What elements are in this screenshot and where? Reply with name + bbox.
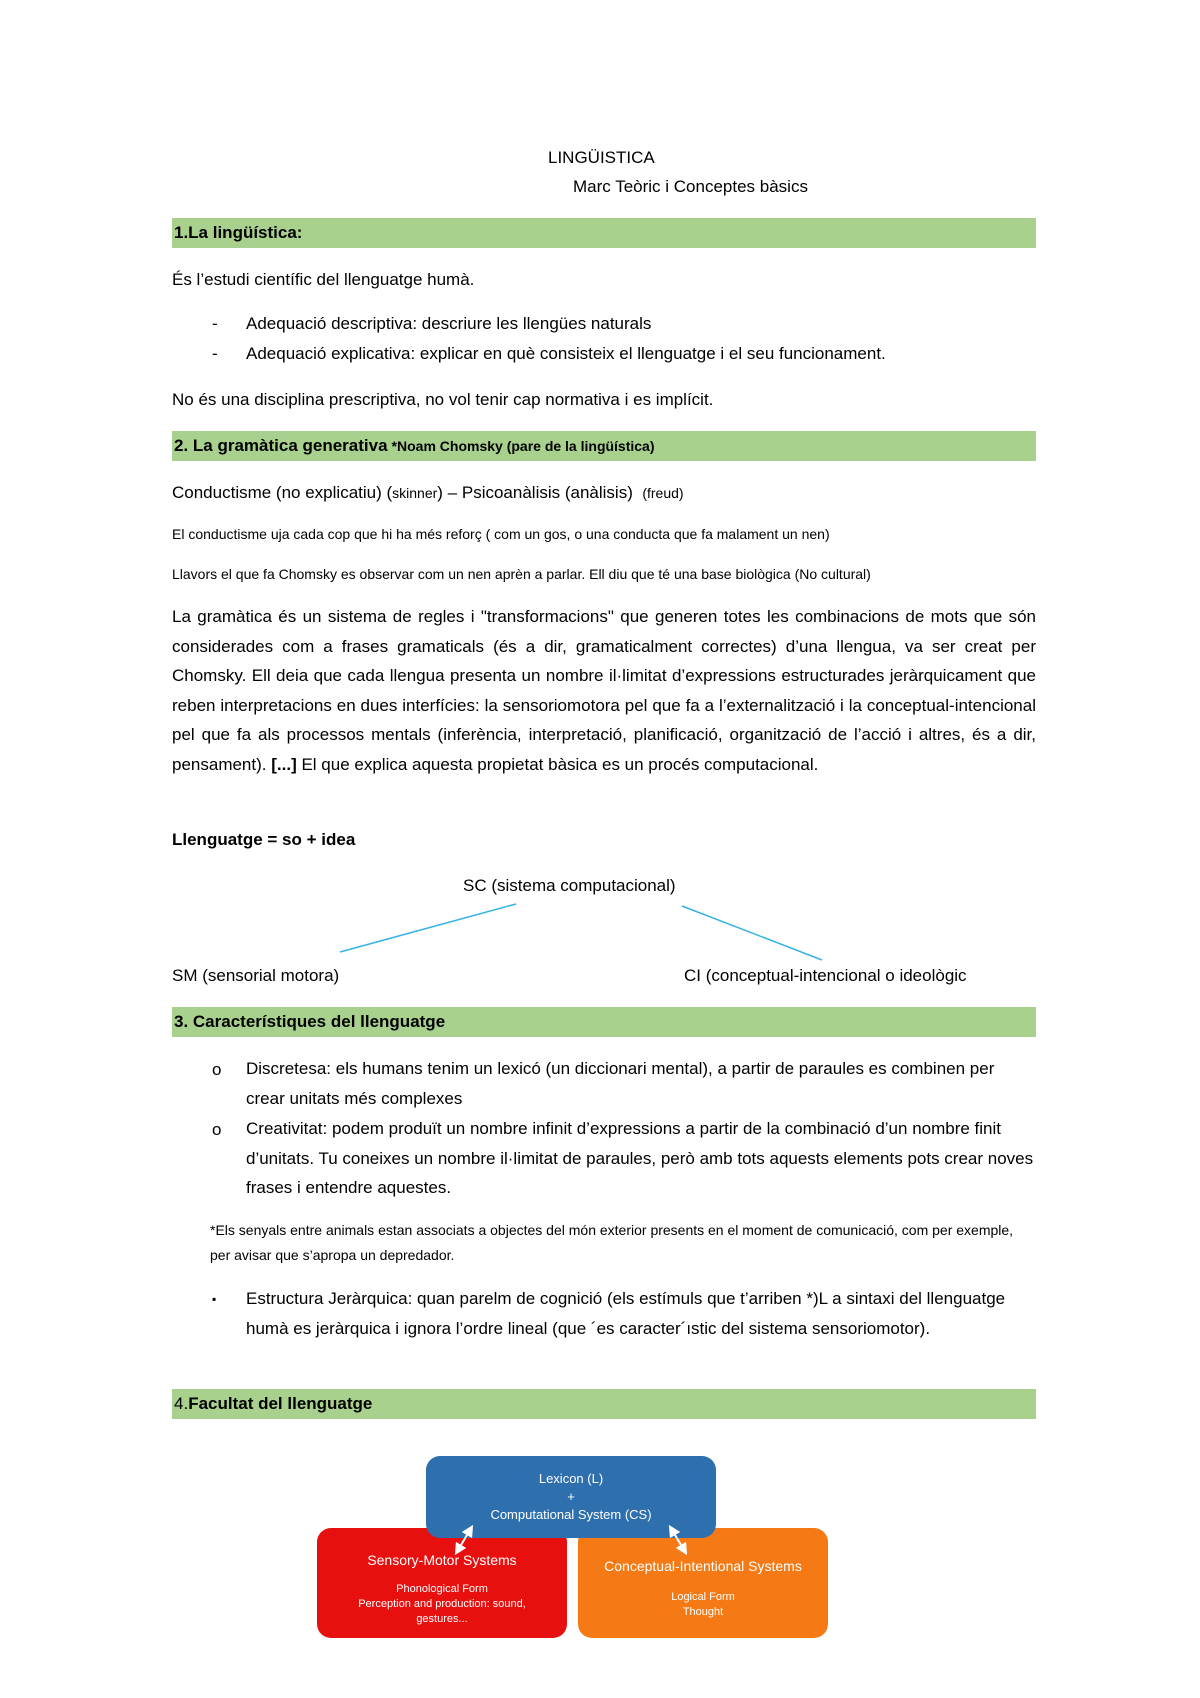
figure-left-sub3: gestures...	[416, 1613, 468, 1625]
s2-p1: El conductisme uja cada cop que hi ha més reforç ( com un gos, o una conducta que fa malament un nen)	[172, 526, 830, 542]
document-title: LINGÜISTICA	[548, 148, 655, 167]
s2-paragraph-c: El que explica aquesta propietat bàsica es un procés computacional.	[296, 754, 819, 774]
document-subtitle: Marc Teòric i Conceptes bàsics	[573, 177, 808, 196]
s3-item-mark-1: o	[212, 1060, 222, 1079]
diagram-left-label: SM (sensorial motora)	[172, 966, 340, 985]
s1-bullet-2: Adequació explicativa: explicar en què consisteix el llenguatge i el seu funcionament.	[246, 344, 886, 363]
section-heading-4-text: Facultat del llenguatge	[188, 1394, 373, 1413]
s2-formula: Llenguatge = so + idea	[172, 830, 356, 849]
s1-note: No és una disciplina prescriptiva, no vol tenir cap normativa i es implícit.	[172, 390, 714, 409]
s2-p2: Llavors el que fa Chomsky es observar com un nen aprèn a parlar. Ell diu que té una base biològica (No cultural)	[172, 566, 871, 582]
double-arrow-right-icon	[672, 1530, 684, 1550]
s2-line1-a: Conductisme (no explicatiu) (	[172, 483, 393, 502]
s1-intro: És l’estudi científic del llenguatge humà.	[172, 270, 475, 289]
figure-left-title: Sensory-Motor Systems	[367, 1552, 517, 1568]
figure-top-line1: Lexicon (L)	[538, 1471, 604, 1486]
s3-square-item: Estructura Jeràrquica: quan parelm de cognició (els estímuls que t’arriben *)L a sintaxi del llenguatge humà es jeràrquica i ignora l’ordre lineal (que ´es caracter´ıstic del sistema sensoriomotor).	[246, 1289, 1006, 1338]
section-heading-1-text: 1.La lingüística:	[174, 223, 303, 242]
diagram-right-label: CI (conceptual-intencional o ideològic	[684, 966, 967, 985]
figure-left-sub2: Perception and production: sound,	[358, 1598, 526, 1610]
s1-bullet-mark-1: -	[212, 314, 218, 333]
s2-line1-b: skinner	[392, 485, 438, 501]
s3-square-mark: ▪	[212, 1292, 217, 1306]
s3-item-mark-2: o	[212, 1120, 222, 1139]
s1-bullet-1: Adequació descriptiva: descriure les llengües naturals	[246, 314, 652, 333]
figure-top-line2: +	[567, 1489, 575, 1504]
figure-left-sub1: Phonological Form	[396, 1583, 488, 1595]
s3-item-1: Discretesa: els humans tenim un lexicó (un diccionari mental), a partir de paraules es combinen per crear unitats més complexes	[246, 1059, 995, 1108]
section-heading-2-text: 2. La gramàtica generativa	[174, 436, 388, 455]
figure-right-sub2: Thought	[682, 1606, 724, 1618]
s2-line1-c: ) – Psicoanàlisis (anàlisis)	[437, 483, 633, 502]
figure-top-line3: Computational System (CS)	[490, 1507, 652, 1522]
s3-item-2: Creativitat: podem produït un nombre infinit d’expressions a partir de la combinació d’un nombre finit d’unitats. Tu coneixes un nombre il·limitat de paraules, però amb tots aquests elements pots crear noves frases i entendre aquestes.	[246, 1119, 1034, 1197]
section-heading-4-num: 4.	[174, 1394, 189, 1413]
s3-footnote: *Els senyals entre animals estan associats a objectes del món exterior presents en el moment de comunicació, com per exemple, per avisar que s’apropa un depredador.	[210, 1222, 1014, 1263]
diagram-top-label: SC (sistema computacional)	[463, 876, 676, 895]
section-heading-3-text: 3. Característiques del llenguatge	[174, 1012, 446, 1031]
s2-paragraph-b: [...]	[271, 754, 297, 774]
section-heading-2-note: *Noam Chomsky (pare de la lingüística)	[391, 438, 655, 454]
figure-right-sub1: Logical Form	[671, 1591, 735, 1603]
s1-bullet-mark-2: -	[212, 344, 218, 363]
s2-paragraph-a: La gramàtica és un sistema de regles i "transformacions" que generen totes les combinacions de mots que són considerades com a frases gramaticals (és a dir, gramaticalment correctes) d’una llengua, va ser creat per Chomsky. Ell deia que cada llengua presenta un nombre il·limitat d’expressions estructurades jeràrquicament que reben interpretacions en dues interfícies: la sensoriomotora pel que fa a l’externalització i la conceptual-intencional pel que fa als processos mentals (inferència, interpretació, planificació, organització de l’acció i altres, és a dir, pensament).	[172, 607, 1036, 774]
figure-right-title: Conceptual-Intentional Systems	[604, 1558, 802, 1574]
double-arrow-left-icon	[458, 1530, 470, 1550]
s2-line1-d: (freud)	[642, 485, 684, 501]
